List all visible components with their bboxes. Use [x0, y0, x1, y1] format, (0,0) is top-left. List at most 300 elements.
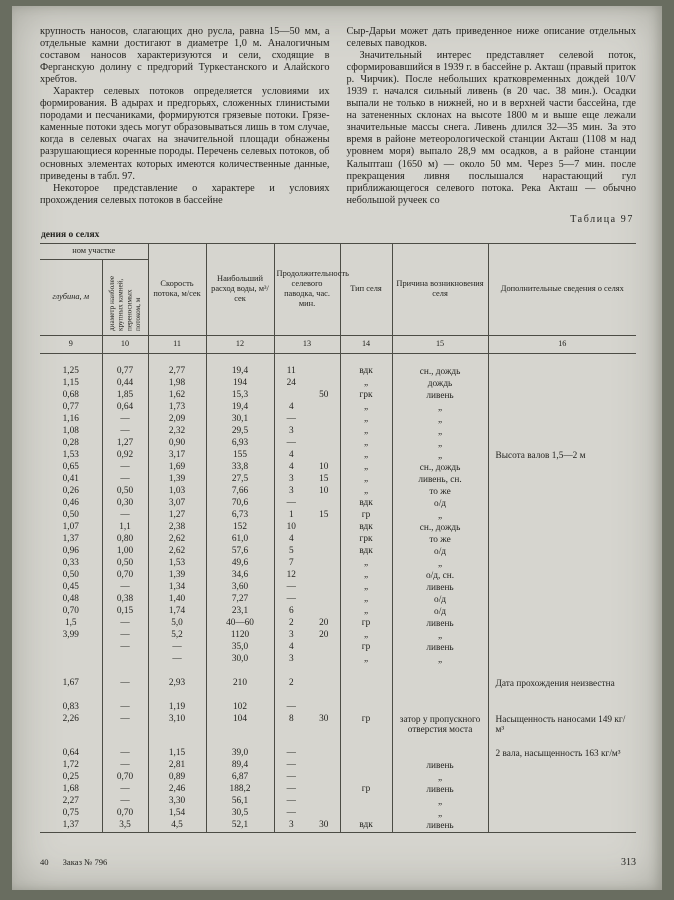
- column-number-row: [40, 335, 636, 353]
- table-cell: 1,25: [62, 365, 79, 376]
- table-cell: —: [274, 784, 308, 796]
- table-cell: [308, 678, 340, 690]
- table-cell: [308, 438, 340, 450]
- table-cell: 3,17: [148, 450, 206, 462]
- table-cell: [488, 654, 636, 666]
- table-cell: —: [102, 760, 148, 772]
- table-cell: [274, 666, 308, 678]
- mudflow-data-table: [40, 243, 636, 833]
- table-cell: 188,2: [206, 784, 274, 796]
- table-cell: 0,75: [62, 807, 79, 818]
- table-cell: 3: [274, 820, 308, 833]
- left-text-column: [40, 26, 330, 207]
- table-cell: [308, 736, 340, 748]
- table-cell: сн., дождь: [392, 366, 488, 378]
- table-cell: [488, 570, 636, 582]
- table-cell: „: [340, 414, 392, 426]
- table-cell: 2,62: [148, 546, 206, 558]
- table-cell: —: [274, 594, 308, 606]
- table-spacer-row: [40, 690, 636, 702]
- table-cell: грк: [340, 390, 392, 402]
- right-text-column: [347, 26, 637, 207]
- table-cell: [488, 546, 636, 558]
- table-cell: [308, 690, 340, 702]
- table-cell: [488, 366, 636, 378]
- table-cell: 1,15: [148, 748, 206, 760]
- table-row: [40, 618, 636, 630]
- table-cell: [40, 736, 102, 748]
- table-cell: 8: [274, 714, 308, 736]
- table-cell: 1,00: [102, 546, 148, 558]
- table-cell: [488, 474, 636, 486]
- table-cell: 1,19: [148, 702, 206, 714]
- table-cell: [488, 630, 636, 642]
- table-row: [40, 702, 636, 714]
- table-cell: 1,07: [62, 521, 79, 532]
- table-cell: 2,38: [148, 522, 206, 534]
- table-cell: [392, 690, 488, 702]
- table-cell: „: [392, 402, 488, 414]
- table-row: [40, 438, 636, 450]
- table-cell: 4: [274, 462, 308, 474]
- book-page: [12, 6, 662, 890]
- table-cell: [308, 772, 340, 784]
- table-cell: [102, 353, 148, 366]
- table-cell: 0,70: [102, 772, 148, 784]
- table-cell: [488, 606, 636, 618]
- table-cell: 33,8: [206, 462, 274, 474]
- table-cell: [392, 353, 488, 366]
- text-columns: [40, 26, 636, 207]
- table-row: [40, 630, 636, 642]
- table-cell: [392, 678, 488, 690]
- header-cause: Причина возникновения селя: [392, 243, 488, 335]
- table-cell: о/д, сн.: [392, 570, 488, 582]
- table-row: [40, 714, 636, 736]
- table-cell: [488, 772, 636, 784]
- table-cell: 1,37: [62, 819, 79, 830]
- paragraph: Значительный интерес представляет селевой поток, сформировавшийся в 1939 г. в бассейне р. Акташ (правый приток р. Чирчик). После небольших кратковременных дождей 10/V 1939 г. начался сильный ливень (в 20 час. 38 мин.). Осадки выпали не только в нижней, но и в верхней части бассейна, где на затененных склонах на высоте 1800 м и выше еще лежали значительные массы снега. Ливень длился 32—35 мин. За это время в районе метеорологической станции Акташ (1108 м над уровнем моря) выпало 28,9 мм осадков, а в районе станции Калыпташ (1650 м) — около 50 мм. Через 5—7 мин. после прекращения ливня послышался нарастающий гул приближающегося селевого потока. Река Акташ — обычно небольшой ручеек со: [346, 50, 636, 206]
- table-cell: [308, 702, 340, 714]
- table-cell: „: [340, 438, 392, 450]
- table-cell: [308, 353, 340, 366]
- table-row: [40, 606, 636, 618]
- table-cell: „: [340, 654, 392, 666]
- table-cell: 40—60: [206, 618, 274, 630]
- table-cell: „: [340, 402, 392, 414]
- table-cell: [308, 666, 340, 678]
- table-cell: 0,48: [62, 593, 79, 604]
- table-cell: [488, 820, 636, 833]
- table-cell: 0,50: [102, 558, 148, 570]
- table-cell: 3: [274, 486, 308, 498]
- table-cell: 6,87: [206, 772, 274, 784]
- table-cell: 29,5: [206, 426, 274, 438]
- table-cell: [40, 642, 102, 654]
- table-cell: 1,40: [148, 594, 206, 606]
- table-cell: „: [340, 558, 392, 570]
- table-cell: [488, 618, 636, 630]
- table-cell: 1,68: [62, 783, 79, 794]
- table-cell: [488, 690, 636, 702]
- table-cell: 0,77: [102, 366, 148, 378]
- table-cell: [308, 796, 340, 808]
- table-cell: гр: [340, 784, 392, 796]
- page-number: 313: [621, 857, 636, 868]
- table-cell: ливень: [392, 760, 488, 772]
- header-additional-info: Дополнительные сведения о селях: [488, 243, 636, 335]
- table-cell: 61,0: [206, 534, 274, 546]
- table-cell: [308, 498, 340, 510]
- table-cell: [308, 784, 340, 796]
- table-cell: 30: [319, 713, 329, 724]
- table-cell: 1,16: [62, 413, 79, 424]
- table-cell: [102, 690, 148, 702]
- column-number: 11: [148, 335, 206, 353]
- table-cell: [488, 558, 636, 570]
- table-cell: вдк: [340, 820, 392, 833]
- table-cell: гр: [340, 642, 392, 654]
- table-cell: 3: [274, 654, 308, 666]
- table-header: [40, 243, 636, 353]
- table-cell: 3: [274, 474, 308, 486]
- table-cell: 3,10: [148, 714, 206, 736]
- table-cell: [488, 426, 636, 438]
- table-cell: „: [340, 474, 392, 486]
- table-cell: 1120: [206, 630, 274, 642]
- table-row: [40, 582, 636, 594]
- table-cell: 1: [274, 510, 308, 522]
- table-cell: Высота валов 1,5—2 м: [488, 450, 636, 462]
- table-cell: 1,5: [64, 617, 77, 628]
- table-cell: 0,83: [62, 701, 79, 712]
- table-row: [40, 522, 636, 534]
- table-cell: —: [274, 498, 308, 510]
- table-cell: о/д: [392, 498, 488, 510]
- table-row: [40, 414, 636, 426]
- table-cell: [308, 378, 340, 390]
- table-cell: 0,25: [62, 771, 79, 782]
- table-cell: 0,50: [62, 509, 79, 520]
- table-body: [40, 353, 636, 832]
- table-cell: —: [274, 748, 308, 760]
- table-cell: 5,2: [148, 630, 206, 642]
- table-cell: 0,68: [62, 389, 79, 400]
- table-cell: [308, 450, 340, 462]
- column-number: 9: [40, 335, 102, 353]
- table-cell: „: [340, 426, 392, 438]
- table-spacer-row: [40, 353, 636, 366]
- paragraph: Некоторое представление о характере и условиях прохождения селевых потоков в бассейне: [40, 182, 330, 206]
- table-cell: 1,74: [148, 606, 206, 618]
- table-row: [40, 642, 636, 654]
- table-cell: 57,6: [206, 546, 274, 558]
- table-cell: [308, 642, 340, 654]
- table-spacer-row: [40, 736, 636, 748]
- table-cell: вдк: [340, 546, 392, 558]
- table-cell: 4: [274, 642, 308, 654]
- table-cell: —: [102, 630, 148, 642]
- table-cell: —: [274, 772, 308, 784]
- table-cell: 20: [319, 617, 329, 628]
- table-cell: 1,1: [102, 522, 148, 534]
- table-cell: 2,62: [148, 534, 206, 546]
- table-row: [40, 546, 636, 558]
- table-cell: [102, 666, 148, 678]
- table-cell: 0,41: [62, 473, 79, 484]
- table-cell: 6,93: [206, 438, 274, 450]
- table-cell: „: [340, 570, 392, 582]
- table-cell: 7: [274, 558, 308, 570]
- table-cell: —: [102, 796, 148, 808]
- table-cell: ливень: [392, 642, 488, 654]
- table-row: [40, 594, 636, 606]
- table-row: [40, 760, 636, 772]
- table-cell: 1,62: [148, 390, 206, 402]
- table-cell: 7,27: [206, 594, 274, 606]
- table-cell: [308, 534, 340, 546]
- table-cell: [148, 736, 206, 748]
- table-cell: 10: [319, 485, 329, 496]
- table-cell: 49,6: [206, 558, 274, 570]
- table-cell: „: [392, 438, 488, 450]
- table-cell: [488, 796, 636, 808]
- table-cell: [340, 736, 392, 748]
- table-cell: —: [102, 414, 148, 426]
- table-cell: 2,46: [148, 784, 206, 796]
- table-cell: —: [274, 414, 308, 426]
- table-row: [40, 678, 636, 690]
- table-cell: „: [392, 450, 488, 462]
- table-cell: [308, 594, 340, 606]
- table-row: [40, 498, 636, 510]
- table-cell: 0,46: [62, 497, 79, 508]
- table-cell: затор у пропускного отверстия моста: [392, 714, 488, 736]
- signature-number: 40: [40, 857, 49, 867]
- table-cell: —: [102, 474, 148, 486]
- table-cell: 10: [274, 522, 308, 534]
- table-cell: гр: [340, 618, 392, 630]
- table-cell: 30: [319, 819, 329, 830]
- table-cell: [308, 654, 340, 666]
- table-cell: [340, 702, 392, 714]
- table-continuation-label: дения о селях: [41, 229, 100, 240]
- table-cell: 7,66: [206, 486, 274, 498]
- table-cell: 152: [206, 522, 274, 534]
- table-cell: [488, 784, 636, 796]
- table-cell: 3,5: [102, 820, 148, 833]
- table-cell: [274, 690, 308, 702]
- table-row: [40, 474, 636, 486]
- page-content: [12, 6, 662, 833]
- table-cell: сн., дождь: [392, 462, 488, 474]
- table-row: [40, 570, 636, 582]
- table-cell: 52,1: [206, 820, 274, 833]
- table-cell: [308, 606, 340, 618]
- table-cell: [488, 808, 636, 820]
- table-cell: 2: [274, 618, 308, 630]
- table-cell: [488, 402, 636, 414]
- column-number: 16: [488, 335, 636, 353]
- table-cell: 1,15: [62, 377, 79, 388]
- table-row: [40, 390, 636, 402]
- table-cell: „: [340, 582, 392, 594]
- table-cell: 0,45: [62, 581, 79, 592]
- table-cell: —: [102, 702, 148, 714]
- table-row: [40, 378, 636, 390]
- table-cell: „: [392, 630, 488, 642]
- table-cell: [392, 748, 488, 760]
- table-cell: 2,81: [148, 760, 206, 772]
- table-cell: „: [392, 808, 488, 820]
- table-cell: 102: [206, 702, 274, 714]
- table-cell: „: [392, 414, 488, 426]
- table-cell: 1,69: [148, 462, 206, 474]
- table-cell: то же: [392, 486, 488, 498]
- table-cell: 30,1: [206, 414, 274, 426]
- table-cell: [308, 366, 340, 378]
- table-cell: 19,4: [206, 402, 274, 414]
- table-cell: 0,15: [102, 606, 148, 618]
- table-cell: [488, 760, 636, 772]
- table-cell: „: [392, 772, 488, 784]
- table-cell: —: [148, 642, 206, 654]
- table-cell: 19,4: [206, 366, 274, 378]
- table-cell: [206, 690, 274, 702]
- table-cell: 0,90: [148, 438, 206, 450]
- table-cell: [206, 666, 274, 678]
- table-cell: 194: [206, 378, 274, 390]
- header-duration: Продолжительность селевого паводка, час. мин.: [274, 243, 340, 335]
- table-cell: 0,28: [62, 437, 79, 448]
- table-cell: ливень: [392, 390, 488, 402]
- table-cell: [488, 498, 636, 510]
- table-cell: [340, 772, 392, 784]
- table-cell: 1,08: [62, 425, 79, 436]
- table-cell: 1,73: [148, 402, 206, 414]
- table-row: [40, 402, 636, 414]
- table-row: [40, 796, 636, 808]
- table-cell: 5,0: [148, 618, 206, 630]
- table-row: [40, 654, 636, 666]
- table-row: [40, 558, 636, 570]
- table-cell: 0,26: [62, 485, 79, 496]
- table-cell: 1,03: [148, 486, 206, 498]
- table-spacer-row: [40, 666, 636, 678]
- table-cell: 0,30: [102, 498, 148, 510]
- table-cell: [340, 808, 392, 820]
- table-cell: 1,39: [148, 474, 206, 486]
- header-boulder-diameter: диаметр наиболее крупных камней, переносимых потоком, м: [102, 259, 148, 335]
- table-cell: 0,77: [62, 401, 79, 412]
- table-cell: 15: [319, 473, 329, 484]
- table-row: [40, 808, 636, 820]
- table-cell: 2 вала, насыщенность 163 кг/м³: [488, 748, 636, 760]
- table-cell: [206, 736, 274, 748]
- table-cell: [308, 522, 340, 534]
- table-cell: [308, 808, 340, 820]
- table-cell: —: [274, 796, 308, 808]
- table-cell: о/д: [392, 606, 488, 618]
- column-number: 15: [392, 335, 488, 353]
- table-cell: 6: [274, 606, 308, 618]
- table-cell: 39,0: [206, 748, 274, 760]
- table-cell: 0,44: [102, 378, 148, 390]
- table-cell: 2,09: [148, 414, 206, 426]
- table-cell: [308, 748, 340, 760]
- table-cell: „: [392, 426, 488, 438]
- table-cell: Дата прохождения неизвестна: [488, 678, 636, 690]
- table-cell: 2,93: [148, 678, 206, 690]
- table-cell: [308, 414, 340, 426]
- table-cell: [40, 353, 102, 366]
- table-cell: 0,89: [148, 772, 206, 784]
- table-cell: [308, 426, 340, 438]
- table-cell: [206, 353, 274, 366]
- table-cell: 24: [274, 378, 308, 390]
- table-cell: вдк: [340, 498, 392, 510]
- table-cell: [488, 522, 636, 534]
- table-cell: —: [102, 714, 148, 736]
- table-cell: 23,1: [206, 606, 274, 618]
- table-cell: [148, 690, 206, 702]
- table-cell: 1,53: [148, 558, 206, 570]
- table-row: [40, 772, 636, 784]
- table-cell: [40, 666, 102, 678]
- table-cell: [340, 690, 392, 702]
- table-cell: 1,53: [62, 449, 79, 460]
- table-cell: 89,4: [206, 760, 274, 772]
- table-cell: [488, 702, 636, 714]
- table-cell: [392, 736, 488, 748]
- header-flow-speed: Скорость потока, м/сек: [148, 243, 206, 335]
- table-cell: 2,26: [62, 713, 79, 724]
- table-row: [40, 510, 636, 522]
- table-cell: 3,07: [148, 498, 206, 510]
- table-cell: 4: [274, 402, 308, 414]
- table-cell: [148, 666, 206, 678]
- table-cell: 3,99: [62, 629, 79, 640]
- table-cell: [488, 666, 636, 678]
- table-cell: [274, 736, 308, 748]
- table-cell: 0,64: [62, 747, 79, 758]
- table-cell: гр: [340, 714, 392, 736]
- table-cell: 1,27: [102, 438, 148, 450]
- table-cell: 56,1: [206, 796, 274, 808]
- table-cell: 0,70: [62, 605, 79, 616]
- table-cell: 30,0: [206, 654, 274, 666]
- table-cell: 0,70: [102, 570, 148, 582]
- table-cell: 12: [274, 570, 308, 582]
- column-number: 14: [340, 335, 392, 353]
- table-cell: сн., дождь: [392, 522, 488, 534]
- table-cell: 0,64: [102, 402, 148, 414]
- table-cell: —: [274, 760, 308, 772]
- table-cell: 6,73: [206, 510, 274, 522]
- table-cell: 15: [319, 509, 329, 520]
- table-cell: ливень, сн.: [392, 474, 488, 486]
- table-cell: [488, 736, 636, 748]
- table-cell: 0,33: [62, 557, 79, 568]
- table-cell: [392, 666, 488, 678]
- table-cell: „: [392, 510, 488, 522]
- table-cell: [340, 760, 392, 772]
- table-cell: 0,65: [62, 461, 79, 472]
- table-cell: „: [340, 462, 392, 474]
- header-max-discharge: Наибольший расход воды, м³/сек: [206, 243, 274, 335]
- table-cell: 2,27: [62, 795, 79, 806]
- table-cell: [40, 690, 102, 702]
